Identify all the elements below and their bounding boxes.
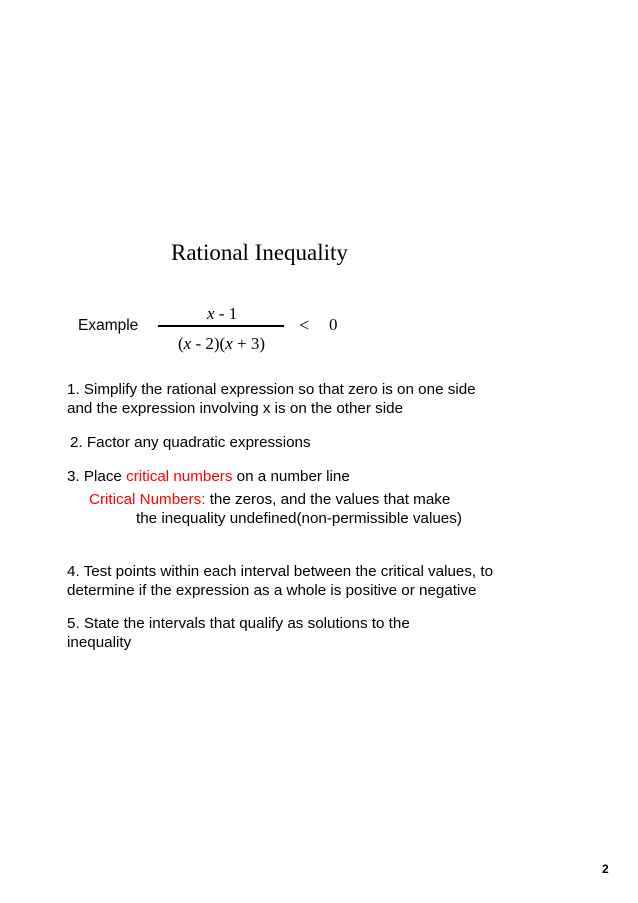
less-than-operator: < <box>299 315 310 335</box>
step-1-line-1: 1. Simplify the rational expression so that zero is on one side <box>67 381 476 398</box>
critical-numbers-definition <box>89 490 450 509</box>
denominator-variable-2: x <box>225 334 233 353</box>
step-2: 2. Factor any quadratic expressions <box>70 434 311 451</box>
fraction-bar <box>158 325 284 327</box>
step-3 <box>67 467 350 486</box>
critical-numbers-def-line-2: the inequality undefined(non-permissible values) <box>136 510 462 527</box>
denominator-factor-1-rest: - 2)( <box>191 334 226 353</box>
critical-numbers-def-line-1: the zeros, and the values that make <box>205 491 451 508</box>
step-3-prefix: 3. Place <box>67 468 127 485</box>
critical-numbers-label: Critical Numbers: <box>89 491 206 508</box>
numerator-variable: x <box>207 304 215 323</box>
step-5-line-1: 5. State the intervals that qualify as solutions to the <box>67 615 410 632</box>
denominator-open-paren: ( <box>178 334 184 353</box>
step-3-suffix: on a number line <box>232 468 350 485</box>
denominator-variable-1: x <box>183 334 192 353</box>
numerator-rest: - 1 <box>214 304 238 323</box>
denominator-factor-2-rest: + 3) <box>232 334 265 353</box>
step-4-line-1: 4. Test points within each interval between the critical values, to <box>67 563 494 580</box>
fraction-denominator <box>178 334 265 354</box>
step-5-line-2: inequality <box>67 634 132 651</box>
example-label: Example <box>78 317 139 334</box>
page-title: Rational Inequality <box>171 240 348 265</box>
right-hand-side: 0 <box>329 315 338 334</box>
page-number: 2 <box>602 862 609 876</box>
fraction-numerator <box>207 304 237 324</box>
step-3-highlight: critical numbers <box>126 468 233 485</box>
step-4-line-2: determine if the expression as a whole is positive or negative <box>67 582 477 599</box>
step-1-line-2: and the expression involving x is on the other side <box>67 400 404 417</box>
